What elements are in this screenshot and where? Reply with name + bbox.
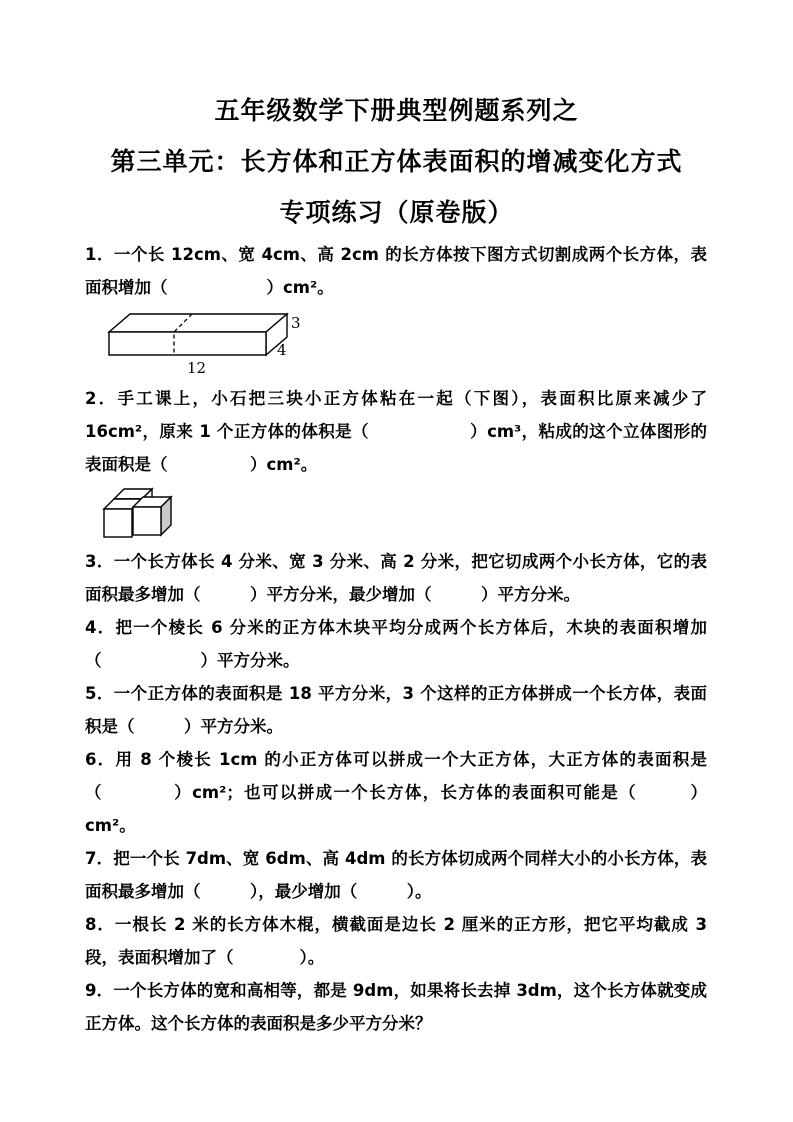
title-series: 五年级数学下册典型例题系列之 — [214, 96, 579, 125]
worksheet-title — [0, 0, 793, 238]
length-dimension-label: 12 — [187, 359, 207, 377]
figure-glued-cubes — [99, 484, 707, 542]
problem-1: 1．一个长 12cm、宽 4cm、高 2cm 的长方体按下图方式切割成两个长方体，表面积增加（ ）cm²。 — [85, 245, 707, 297]
glued-cubes-diagram — [99, 484, 194, 542]
left-cube-front-face — [104, 509, 132, 537]
box-front-face — [109, 332, 266, 355]
height-dimension-label: 3 — [291, 314, 301, 332]
problem-5: 5．一个正方体的表面积是 18 平方分米，3 个这样的正方体拼成一个长方体，表面积是（ ）平方分米。 — [85, 684, 707, 736]
problem-list — [0, 238, 793, 1040]
problem-6: 6．用 8 个棱长 1cm 的小正方体可以拼成一个大正方体，大正方体的表面积是（ ）cm²；也可以拼成一个长方体，长方体的表面积可能是（ ）cm²。 — [85, 750, 707, 835]
problem-4: 4．把一个棱长 6 分米的正方体木块平均分成两个长方体后，木块的表面积增加（ ）平方分米。 — [85, 618, 707, 670]
title-subtitle: 专项练习（原卷版） — [279, 198, 514, 227]
problem-7: 7．把一个长 7dm、宽 6dm、高 4dm 的长方体切成两个同样大小的小长方体，表面积最多增加（ ），最少增加（ ）。 — [85, 849, 707, 901]
problem-3: 3．一个长方体长 4 分米、宽 3 分米、高 2 分米，把它切成两个小长方体，它的表面积最多增加（ ）平方分米，最少增加（ ）平方分米。 — [85, 552, 707, 604]
cut-box-diagram — [99, 307, 314, 379]
figure-cut-box — [99, 307, 707, 379]
box-top-face — [109, 314, 287, 332]
problem-9: 9．一个长方体的宽和高相等，都是 9dm，如果将长去掉 3dm，这个长方体就变成正方体。这个长方体的表面积是多少平方分米？ — [85, 981, 707, 1033]
depth-dimension-label: 4 — [277, 341, 287, 359]
problem-2: 2．手工课上，小石把三块小正方体粘在一起（下图），表面积比原来减少了 16cm²，原来 1 个正方体的体积是（ ）cm³，粘成的这个立体图形的表面积是（ ）cm²。 — [85, 389, 707, 474]
problem-8: 8．一根长 2 米的长方体木棍，横截面是边长 2 厘米的正方形，把它平均截成 3 段，表面积增加了（ ）。 — [85, 915, 707, 967]
title-unit: 第三单元：长方体和正方体表面积的增减变化方式 — [110, 147, 683, 176]
right-cube-front-face — [133, 507, 161, 535]
